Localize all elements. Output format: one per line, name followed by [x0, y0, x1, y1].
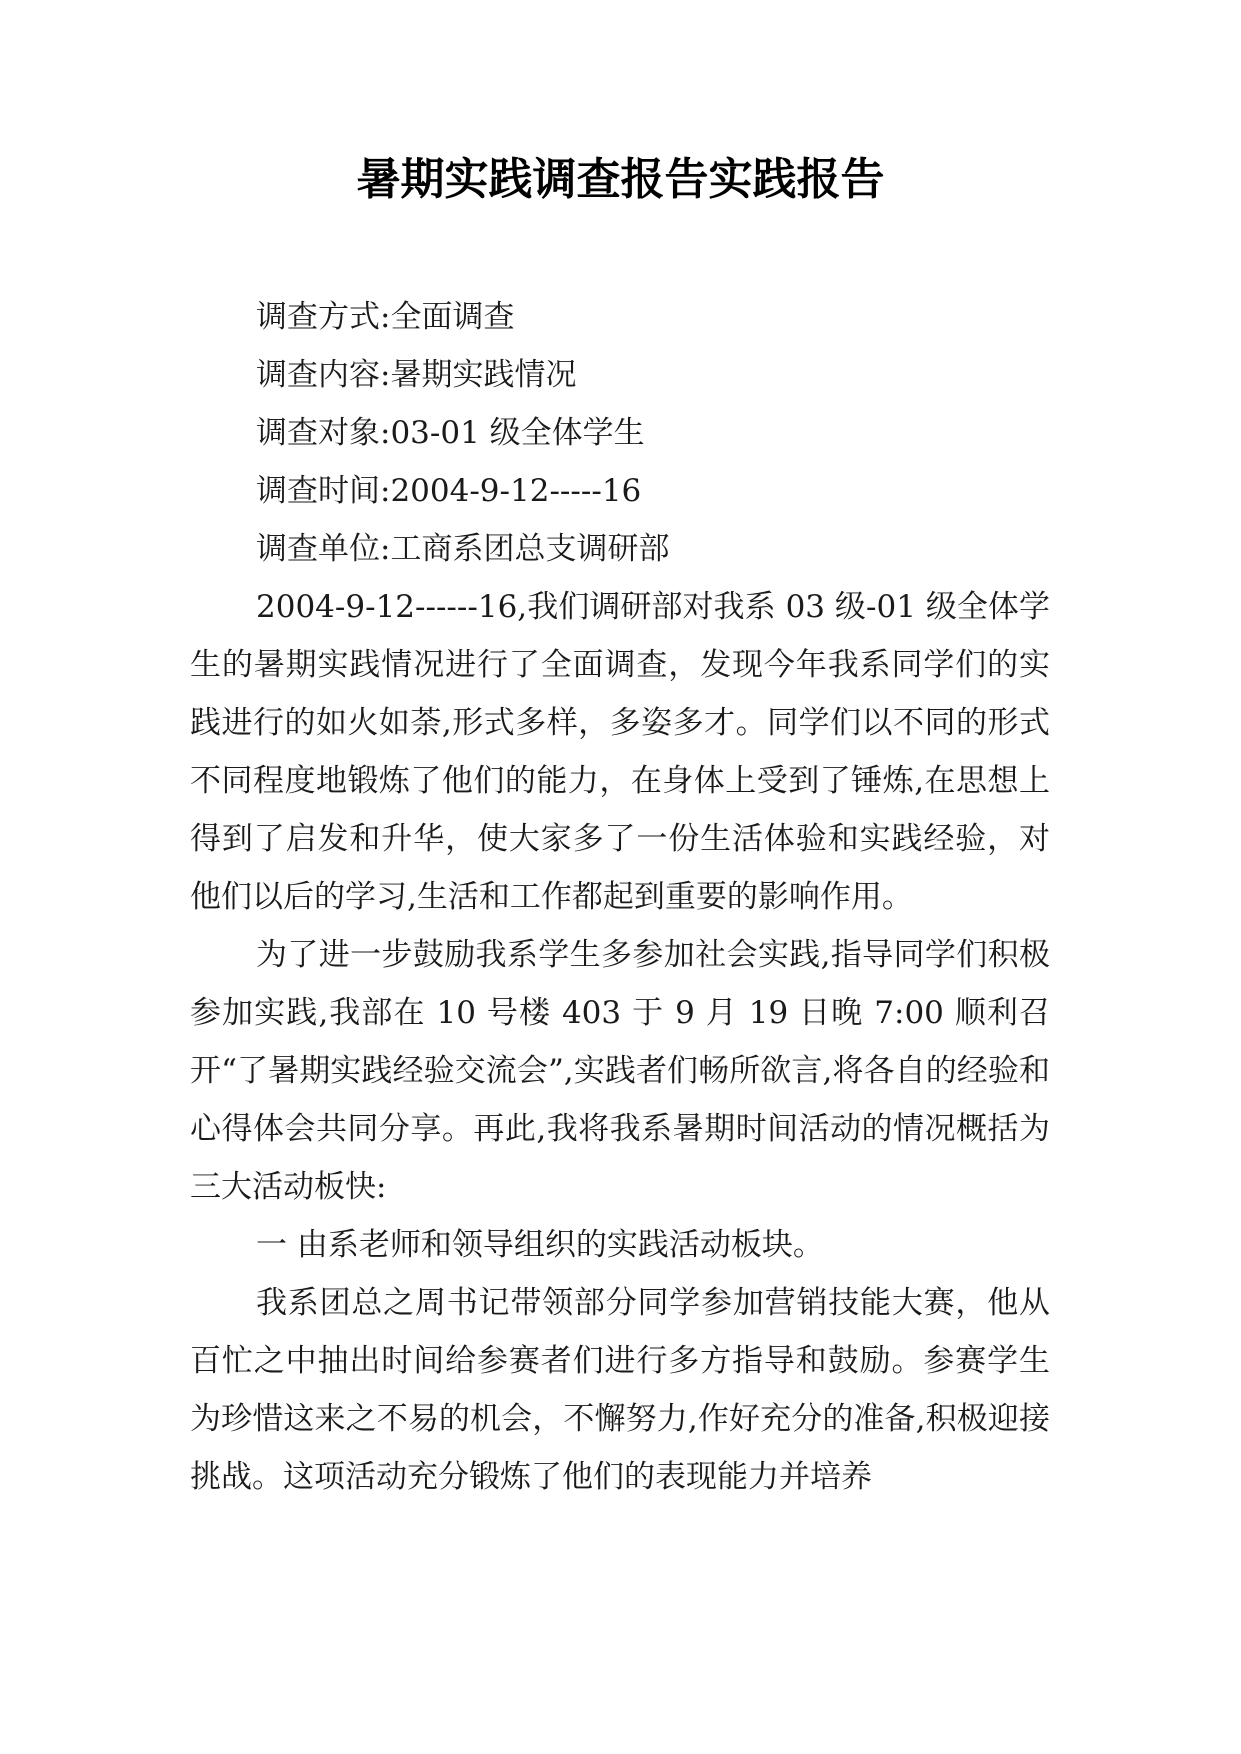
paragraph-section-one: 我系团总之周书记带领部分同学参加营销技能大赛，他从百忙之中抽出时间给参赛者们进行多方指导和鼓励。参赛学生为珍惜这来之不易的机会，不懈努力,作好充分的准备,积极迎接挑战。这项活动充分锻炼了他们的表现能力并培养 [190, 1285, 1050, 1495]
meta-survey-content: 调查内容:暑期实践情况 [256, 357, 577, 393]
paragraph-intro: 2004-9-12------16,我们调研部对我系 03 级-01 级全体学生的暑期实践情况进行了全面调查，发现今年我系同学们的实践进行的如火如荼,形式多样，多姿多才。同学们以不同的形式不同程度地锻炼了他们的能力，在身体上受到了锤炼,在思想上得到了启发和升华，使大家多了一份生活体验和实践经验，对他们以后的学习,生活和工作都起到重要的影响作用。 [190, 589, 1050, 915]
document-title: 暑期实践调查报告实践报告 [356, 154, 885, 205]
meta-survey-subject: 调查对象:03-01 级全体学生 [256, 415, 645, 451]
meta-survey-method: 调查方式:全面调查 [256, 299, 515, 335]
section-heading-one: 一 由系老师和领导组织的实践活动板块。 [256, 1227, 824, 1263]
meta-survey-unit: 调查单位:工商系团总支调研部 [256, 531, 670, 567]
paragraph-meeting: 为了进一步鼓励我系学生多参加社会实践,指导同学们积极参加实践,我部在 10 号楼 403 于 9 月 19 日晚 7:00 顺利召开“了暑期实践经验交流会”,实践者们畅所欲言,将各自的经验和心得体会共同分享。再此,我将我系暑期时间活动的情况概括为三大活动板快: [190, 937, 1050, 1205]
document-body [190, 288, 1050, 1506]
meta-survey-time: 调查时间:2004-9-12-----16 [256, 473, 642, 509]
